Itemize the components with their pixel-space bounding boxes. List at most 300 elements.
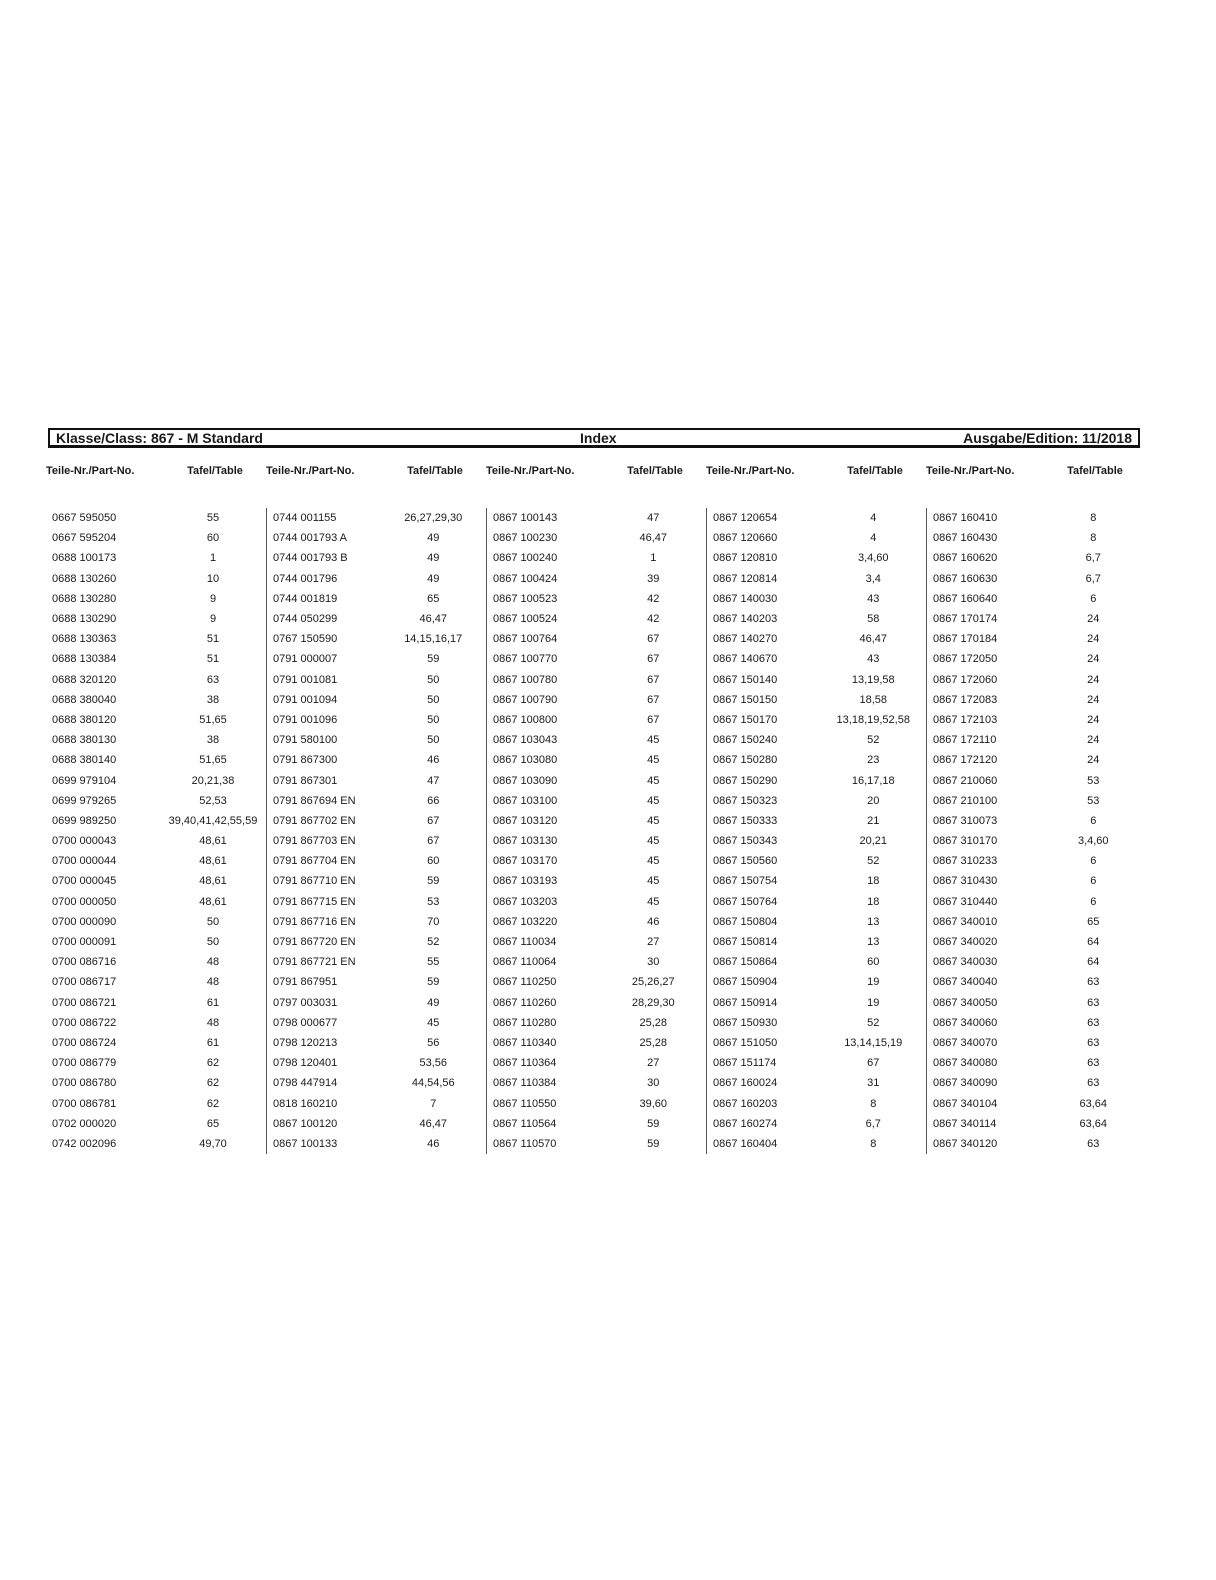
table-row	[927, 811, 1146, 831]
table-row	[267, 851, 486, 871]
table-header: Tafel/Table	[847, 465, 903, 477]
table-row	[46, 871, 266, 891]
table-row	[487, 1134, 706, 1154]
table-row	[487, 710, 706, 730]
part-number: 0867 172103	[933, 713, 998, 726]
part-number: 0867 110260	[493, 996, 557, 1009]
table-reference: 67	[427, 835, 440, 848]
table-row	[927, 1073, 1146, 1093]
table-reference: 63	[1087, 996, 1100, 1009]
table-row	[487, 791, 706, 811]
part-number: 0867 100143	[493, 512, 558, 525]
table-reference: 59	[427, 653, 440, 666]
column-header	[266, 462, 486, 480]
part-number: 0867 110550	[493, 1097, 557, 1110]
part-number: 0867 210100	[933, 794, 998, 807]
table-row	[927, 730, 1146, 750]
table-row	[927, 831, 1146, 851]
table-reference: 16,17,18	[851, 774, 895, 787]
table-reference: 63	[1087, 1137, 1100, 1150]
part-number: 0867 100424	[493, 572, 558, 585]
table-reference: 67	[647, 633, 660, 646]
part-number: 0867 172083	[933, 693, 998, 706]
table-row	[267, 1073, 486, 1093]
table-reference: 67	[647, 693, 660, 706]
table-row	[927, 851, 1146, 871]
table-row	[267, 1134, 486, 1154]
table-reference: 51	[206, 633, 220, 646]
table-reference: 18	[867, 895, 880, 908]
part-no-header: Teile-Nr./Part-No.	[266, 465, 355, 477]
table-row	[487, 1053, 706, 1073]
part-number: 0867 310170	[933, 835, 998, 848]
part-number: 0867 110250	[493, 976, 557, 989]
part-number: 0867 150560	[713, 855, 778, 868]
index-column	[46, 462, 266, 1154]
table-reference: 27	[647, 1057, 660, 1070]
table-reference: 52	[427, 936, 440, 949]
table-row	[46, 912, 266, 932]
table-row	[927, 912, 1146, 932]
part-number: 0867 150343	[713, 835, 778, 848]
title-bar	[48, 428, 1140, 448]
table-row	[487, 831, 706, 851]
table-reference: 45	[427, 1016, 440, 1029]
table-reference: 49	[427, 572, 440, 585]
part-number: 0818 160210	[273, 1097, 338, 1110]
table-row	[267, 1114, 486, 1134]
table-row	[267, 629, 486, 649]
table-reference: 50	[427, 713, 440, 726]
table-row	[267, 993, 486, 1013]
table-reference: 45	[647, 774, 660, 787]
table-reference: 45	[647, 734, 660, 747]
table-reference: 19	[867, 976, 880, 989]
part-no-header: Teile-Nr./Part-No.	[706, 465, 795, 477]
table-row	[267, 670, 486, 690]
table-reference: 53	[427, 895, 440, 908]
table-row	[927, 1013, 1146, 1033]
table-row	[487, 871, 706, 891]
table-reference: 52,53	[199, 794, 227, 807]
part-number: 0867 340090	[933, 1077, 998, 1090]
table-row	[46, 892, 266, 912]
part-number: 0688 130280	[52, 592, 117, 605]
part-number: 0867 310073	[933, 814, 998, 827]
table-reference: 65	[427, 592, 440, 605]
part-number: 0867 110564	[493, 1117, 557, 1130]
part-number: 0867 160404	[713, 1137, 778, 1150]
table-row	[46, 1093, 266, 1113]
table-row	[707, 1053, 926, 1073]
table-reference: 6	[1090, 895, 1097, 908]
table-reference: 9	[209, 613, 217, 626]
table-reference: 13	[867, 936, 880, 949]
table-reference: 6,7	[865, 1117, 881, 1130]
table-reference: 60	[867, 956, 880, 969]
table-row	[487, 1073, 706, 1093]
table-reference: 50	[206, 936, 220, 949]
table-row	[46, 508, 266, 528]
table-reference: 6	[1090, 592, 1097, 605]
table-reference: 46	[427, 754, 440, 767]
table-reference: 6,7	[1085, 552, 1101, 565]
part-number: 0867 150323	[713, 794, 778, 807]
table-reference: 50	[427, 693, 440, 706]
table-reference: 24	[1087, 653, 1100, 666]
table-reference: 64	[1087, 936, 1100, 949]
table-reference: 60	[427, 855, 440, 868]
table-reference: 46	[427, 1137, 440, 1150]
part-number: 0700 086722	[52, 1016, 117, 1029]
table-row	[487, 770, 706, 790]
part-number: 0867 172060	[933, 673, 998, 686]
table-reference: 63	[1087, 1036, 1100, 1049]
part-number: 0867 150814	[713, 936, 778, 949]
part-number: 0744 001793 A	[273, 532, 348, 545]
table-reference: 24	[1087, 754, 1100, 767]
table-row	[487, 1033, 706, 1053]
part-number: 0791 867694 EN	[273, 794, 356, 807]
table-reference: 67	[647, 653, 660, 666]
table-reference: 8	[1090, 532, 1097, 545]
part-number: 0791 867301	[273, 774, 338, 787]
column-header	[706, 462, 926, 480]
part-number: 0867 120660	[713, 532, 778, 545]
part-number: 0867 110064	[493, 956, 557, 969]
table-reference: 6,7	[1085, 572, 1101, 585]
part-number: 0700 086724	[52, 1036, 117, 1049]
table-row	[267, 730, 486, 750]
table-row	[267, 548, 486, 568]
table-reference: 45	[647, 875, 660, 888]
part-number: 0867 110384	[493, 1077, 557, 1090]
table-row	[267, 831, 486, 851]
part-number: 0867 100240	[493, 552, 558, 565]
table-row	[267, 932, 486, 952]
part-number: 0700 086780	[52, 1077, 117, 1090]
table-row	[46, 993, 266, 1013]
part-number: 0791 867720 EN	[273, 936, 356, 949]
table-row	[267, 912, 486, 932]
table-row	[707, 690, 926, 710]
part-number: 0867 120810	[713, 552, 778, 565]
table-reference: 20,21,38	[191, 774, 235, 787]
part-number: 0867 150754	[713, 875, 778, 888]
part-number: 0867 103193	[493, 875, 558, 888]
part-number: 0867 100770	[493, 653, 558, 666]
table-reference: 50	[206, 915, 220, 928]
table-reference: 50	[427, 673, 440, 686]
table-reference: 25,28	[639, 1036, 668, 1049]
table-reference: 47	[647, 512, 660, 525]
table-reference: 39	[647, 572, 660, 585]
table-reference: 48	[206, 1016, 220, 1029]
table-row	[487, 1013, 706, 1033]
table-reference: 19	[867, 996, 880, 1009]
table-row	[927, 670, 1146, 690]
part-number: 0867 150864	[713, 956, 778, 969]
table-reference: 51,65	[199, 754, 227, 767]
table-row	[927, 770, 1146, 790]
table-row	[46, 710, 266, 730]
part-number: 0791 867951	[273, 976, 338, 989]
part-number: 0867 140670	[713, 653, 778, 666]
table-row	[267, 589, 486, 609]
column-body	[486, 508, 706, 1154]
table-row	[927, 690, 1146, 710]
column-body	[706, 508, 926, 1154]
table-reference: 20	[867, 794, 880, 807]
table-row	[46, 1114, 266, 1134]
part-number: 0867 100790	[493, 693, 558, 706]
table-reference: 1	[650, 552, 657, 565]
part-number: 0797 003031	[273, 996, 338, 1009]
table-row	[46, 548, 266, 568]
part-number: 0798 000677	[273, 1016, 338, 1029]
table-reference: 4	[870, 532, 877, 545]
table-row	[927, 871, 1146, 891]
table-row	[487, 972, 706, 992]
part-number: 0867 170184	[933, 633, 998, 646]
part-number: 0867 100230	[493, 532, 558, 545]
table-row	[46, 670, 266, 690]
table-row	[707, 508, 926, 528]
table-row	[487, 569, 706, 589]
table-reference: 59	[647, 1117, 660, 1130]
table-header: Tafel/Table	[187, 465, 243, 477]
part-number: 0867 120654	[713, 512, 778, 525]
table-reference: 60	[206, 532, 220, 545]
part-number: 0867 140030	[713, 592, 778, 605]
table-row	[707, 952, 926, 972]
table-reference: 3,4,60	[1077, 835, 1109, 848]
part-number: 0867 160630	[933, 572, 998, 585]
table-reference: 61	[206, 1036, 220, 1049]
class-label: Klasse/Class: 867 - M Standard	[56, 429, 263, 446]
table-reference: 62	[206, 1097, 220, 1110]
table-row	[487, 690, 706, 710]
index-column	[926, 462, 1146, 1154]
part-number: 0867 150904	[713, 976, 778, 989]
table-row	[927, 1093, 1146, 1113]
table-row	[46, 730, 266, 750]
part-number: 0667 595050	[52, 512, 117, 525]
table-row	[707, 770, 926, 790]
table-row	[707, 629, 926, 649]
table-reference: 28,29,30	[631, 996, 675, 1009]
column-body	[926, 508, 1146, 1154]
part-number: 0700 000050	[52, 895, 117, 908]
table-reference: 24	[1087, 734, 1100, 747]
table-row	[707, 750, 926, 770]
table-row	[707, 1114, 926, 1134]
part-number: 0867 340020	[933, 936, 998, 949]
part-number: 0791 867715 EN	[273, 895, 356, 908]
part-number: 0688 320120	[52, 673, 117, 686]
table-row	[267, 569, 486, 589]
part-number: 0744 001793 B	[273, 552, 348, 565]
table-row	[46, 811, 266, 831]
table-reference: 24	[1087, 713, 1100, 726]
column-header	[926, 462, 1146, 480]
table-row	[927, 972, 1146, 992]
table-row	[487, 649, 706, 669]
table-row	[487, 851, 706, 871]
part-number: 0688 130290	[52, 613, 117, 626]
table-row	[707, 649, 926, 669]
part-number: 0688 130384	[52, 653, 117, 666]
table-row	[487, 993, 706, 1013]
table-row	[707, 1013, 926, 1033]
part-number: 0867 150930	[713, 1016, 778, 1029]
part-number: 0867 340040	[933, 976, 998, 989]
table-row	[707, 670, 926, 690]
table-reference: 45	[647, 754, 660, 767]
part-number: 0867 110570	[493, 1137, 557, 1150]
part-number: 0700 086716	[52, 956, 117, 969]
table-reference: 6	[1090, 814, 1097, 827]
table-row	[267, 972, 486, 992]
table-reference: 24	[1087, 693, 1100, 706]
table-row	[487, 1093, 706, 1113]
table-reference: 52	[867, 855, 880, 868]
index-label: Index	[580, 429, 617, 446]
table-reference: 63	[206, 673, 220, 686]
part-number: 0744 001819	[273, 592, 338, 605]
part-number: 0867 172050	[933, 653, 998, 666]
table-row	[487, 609, 706, 629]
part-number: 0791 001096	[273, 713, 338, 726]
part-no-header: Teile-Nr./Part-No.	[926, 465, 1015, 477]
table-reference: 23	[867, 754, 880, 767]
part-number: 0867 150170	[713, 713, 778, 726]
table-row	[487, 952, 706, 972]
part-number: 0867 160024	[713, 1077, 778, 1090]
table-reference: 4	[870, 512, 877, 525]
table-row	[707, 528, 926, 548]
table-row	[267, 508, 486, 528]
table-reference: 39,40,41,42,55,59	[168, 814, 258, 827]
part-number: 0867 150290	[713, 774, 778, 787]
table-row	[267, 528, 486, 548]
table-reference: 65	[206, 1117, 220, 1130]
part-number: 0867 170174	[933, 613, 998, 626]
index-column	[486, 462, 706, 1154]
part-number: 0791 001081	[273, 673, 338, 686]
table-row	[707, 972, 926, 992]
table-reference: 46	[647, 915, 660, 928]
table-reference: 55	[427, 956, 440, 969]
table-reference: 65	[1087, 915, 1100, 928]
table-row	[267, 770, 486, 790]
table-row	[707, 791, 926, 811]
table-row	[707, 1033, 926, 1053]
part-number: 0867 100524	[493, 613, 558, 626]
part-number: 0867 140270	[713, 633, 778, 646]
table-reference: 10	[206, 572, 220, 585]
table-row	[487, 528, 706, 548]
table-row	[267, 892, 486, 912]
table-row	[927, 569, 1146, 589]
table-reference: 70	[427, 915, 440, 928]
table-reference: 66	[427, 794, 440, 807]
table-reference: 53,56	[419, 1057, 448, 1070]
table-reference: 56	[427, 1036, 440, 1049]
part-no-header: Teile-Nr./Part-No.	[486, 465, 575, 477]
table-row	[707, 993, 926, 1013]
table-row	[707, 851, 926, 871]
table-row	[487, 670, 706, 690]
table-row	[46, 952, 266, 972]
part-number: 0791 580100	[273, 734, 338, 747]
table-row	[267, 1053, 486, 1073]
part-number: 0867 150150	[713, 693, 778, 706]
table-reference: 67	[867, 1057, 880, 1070]
part-number: 0867 340050	[933, 996, 998, 1009]
table-reference: 24	[1087, 613, 1100, 626]
part-number: 0688 130260	[52, 572, 117, 585]
table-reference: 44,54,56	[411, 1077, 455, 1090]
table-row	[707, 548, 926, 568]
table-reference: 63,64	[1079, 1097, 1108, 1110]
index-column	[706, 462, 926, 1154]
table-reference: 30	[647, 1077, 660, 1090]
part-number: 0791 867704 EN	[273, 855, 356, 868]
part-number: 0867 310430	[933, 875, 998, 888]
table-reference: 9	[209, 592, 217, 605]
part-number: 0867 110034	[493, 936, 557, 949]
index-sheet	[48, 428, 1140, 1154]
table-header: Tafel/Table	[1067, 465, 1123, 477]
part-number: 0700 086717	[52, 976, 117, 989]
table-row	[46, 932, 266, 952]
table-reference: 1	[209, 552, 217, 565]
table-row	[267, 1013, 486, 1033]
part-number: 0867 110364	[493, 1057, 557, 1070]
part-number: 0867 100120	[273, 1117, 338, 1130]
table-reference: 46,47	[859, 633, 888, 646]
part-number: 0744 001155	[273, 512, 337, 525]
part-number: 0798 120213	[273, 1036, 338, 1049]
table-reference: 52	[867, 1016, 880, 1029]
part-number: 0867 160203	[713, 1097, 778, 1110]
part-number: 0867 150764	[713, 895, 778, 908]
column-body	[46, 508, 266, 1154]
part-number: 0699 989250	[52, 814, 117, 827]
table-reference: 25,26,27	[631, 976, 675, 989]
table-row	[267, 871, 486, 891]
part-number: 0867 310233	[933, 855, 998, 868]
part-number: 0867 160274	[713, 1117, 778, 1130]
table-row	[927, 1053, 1146, 1073]
part-number: 0867 160620	[933, 552, 998, 565]
table-reference: 61	[206, 996, 220, 1009]
table-reference: 48,61	[199, 875, 227, 888]
table-row	[707, 710, 926, 730]
table-row	[487, 912, 706, 932]
part-number: 0867 340030	[933, 956, 998, 969]
table-reference: 13,19,58	[851, 673, 895, 686]
part-number: 0867 160410	[933, 512, 998, 525]
part-number: 0688 100173	[52, 552, 117, 565]
table-row	[46, 528, 266, 548]
table-row	[46, 1013, 266, 1033]
part-number: 0700 086721	[52, 996, 117, 1009]
table-row	[927, 1134, 1146, 1154]
table-reference: 46,47	[639, 532, 668, 545]
part-number: 0742 002096	[52, 1137, 117, 1150]
